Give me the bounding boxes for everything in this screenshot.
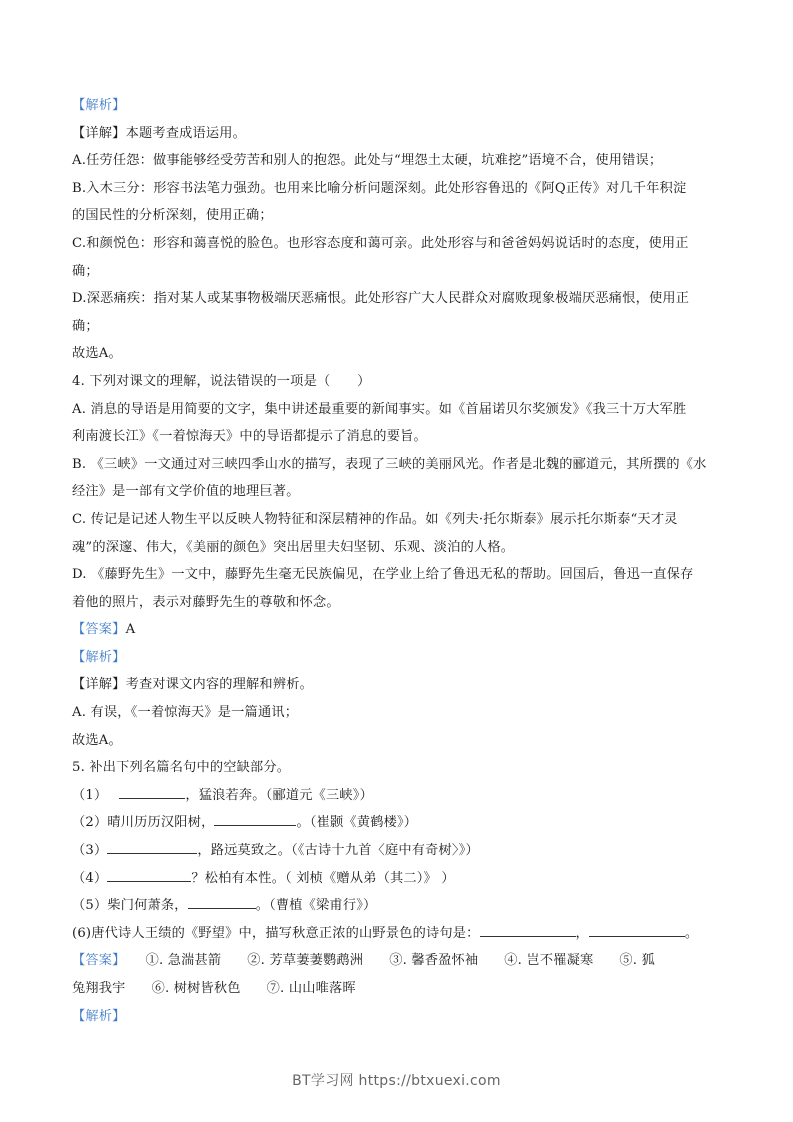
answer-item: ②. 芳草萋萋鹦鹉洲 — [247, 953, 364, 969]
analysis-tag: 【解析】 — [72, 649, 126, 665]
question-4-option: C. 传记是记述人物生平以反映人物特征和深层精神的作品。如《列夫·托尔斯泰》展示托尔斯泰“天才灵 — [72, 511, 678, 527]
item-after: 。（崔颢《黄鹤楼》） — [296, 815, 418, 831]
question-5-stem: 5. 补出下列名篇名句中的空缺部分。 — [72, 760, 291, 776]
analysis-line: A.任劳任怨：做事能够经受劳苦和别人的抱怨。此处与“埋怨土太硬，坑难挖”语境不合，使用错误； — [72, 153, 663, 169]
answer-item: ①. 急湍甚箭 — [145, 953, 222, 969]
item-number: （4） — [72, 870, 108, 886]
fill-blank[interactable] — [480, 922, 576, 937]
analysis-tag: 【解析】 — [72, 1008, 126, 1024]
question-5-item — [72, 809, 724, 837]
analysis-line: C.和颜悦色：形容和蔼喜悦的脸色。也形容态度和蔼可亲。此处形容与和爸爸妈妈说话时的态度，使用正 — [72, 235, 689, 251]
analysis-line: 确； — [72, 263, 99, 279]
item-number: （3） — [72, 843, 108, 859]
question-5-item — [72, 892, 724, 920]
analysis-line: D.深恶痛疾：指对某人或某事物极端厌恶痛恨。此处形容广大人民群众对腐败现象极端厌恶痛恨，使用正 — [72, 291, 690, 307]
item-before: 晴川历历汉阳树， — [107, 815, 215, 831]
analysis-line: 故选A。 — [72, 346, 122, 362]
question-5-item — [72, 920, 724, 948]
question-5-answer — [72, 947, 724, 975]
detail-tag: 【详解】 — [72, 125, 126, 141]
analysis-line: 的国民性的分析深刻，使用正确； — [72, 208, 273, 224]
item-before: 唐代诗人王绩的《野望》中，描写秋意正浓的山野景色的诗句是： — [91, 925, 480, 941]
fill-blank[interactable] — [119, 784, 185, 799]
answer-tag: 【答案】 — [72, 622, 126, 638]
answer-tag: 【答案】 — [72, 953, 126, 969]
item-number: （2） — [72, 815, 108, 831]
fill-blank[interactable] — [214, 811, 296, 826]
detail-line: 故选A。 — [72, 732, 122, 748]
item-after: 。（曹植《梁甫行》） — [255, 898, 377, 914]
fill-blank[interactable] — [589, 922, 685, 937]
item-after: 。 — [684, 925, 699, 941]
item-number: (6) — [72, 925, 92, 941]
answer-item: ④. 岂不罹凝寒 — [504, 953, 594, 969]
detail-text: 考查对课文内容的理解和辨析。 — [125, 677, 313, 693]
analysis-line: 确； — [72, 318, 99, 334]
item-before: 柴门何萧条， — [107, 898, 188, 914]
document-page — [72, 92, 724, 1030]
question-5-answer-cont — [72, 975, 724, 1003]
answer-item: ⑤. 狐 — [619, 953, 655, 969]
question-5-item — [72, 782, 724, 810]
detail-line — [72, 120, 724, 148]
question-4-option: 经注》是一部有文学价值的地理巨著。 — [72, 484, 300, 500]
analysis-line: B.入木三分：形容书法笔力强劲。也用来比喻分析问题深刻。此处形容鲁迅的《阿Q正传》对几千年积淀 — [72, 180, 687, 196]
detail-text: 本题考查成语运用。 — [125, 125, 247, 141]
question-5-item — [72, 865, 724, 893]
item-after: ？松柏有本性。（ 刘桢《赠从弟（其二）》 ） — [191, 870, 455, 886]
fill-blank[interactable] — [107, 867, 191, 882]
answer-item: ③. 馨香盈怀袖 — [389, 953, 479, 969]
question-4-option: 利南渡长江》《一着惊海天》中的导语都提示了消息的要旨。 — [72, 429, 427, 445]
fill-blank[interactable] — [107, 839, 197, 854]
question-5-item — [72, 837, 724, 865]
item-number: （1） — [72, 787, 108, 803]
item-number: （5） — [72, 898, 108, 914]
footer-watermark: BT学习网 https://btxuexi.com — [292, 1073, 501, 1089]
fill-blank[interactable] — [188, 894, 256, 909]
question-4-option: B. 《三峡》一文通过对三峡四季山水的描写，表现了三峡的美丽风光。作者是北魏的郦道元，其所撰的《水 — [72, 456, 707, 472]
question-4-option: A. 消息的导语是用简要的文字，集中讲述最重要的新闻事实。如《首届诺贝尔奖颁发》《我三十万大军胜 — [72, 401, 687, 417]
question-4-option: D. 《藤野先生》一文中，藤野先生毫无民族偏见，在学业上给了鲁迅无私的帮助。回国后，鲁迅一直保存 — [72, 567, 694, 583]
question-4-option: 魂”的深邃、伟大，《美丽的颜色》突出居里夫妇坚韧、乐观、淡泊的人格。 — [72, 539, 515, 555]
question-4-stem: 4. 下列对课文的理解，说法错误的一项是（ ） — [72, 373, 371, 389]
detail-line: A. 有误，《一着惊海天》是一篇通讯； — [72, 705, 299, 721]
answer-value: A — [125, 622, 136, 638]
item-middle: ， — [575, 925, 589, 941]
detail-tag: 【详解】 — [72, 677, 126, 693]
answer-item: 兔翔我宇 — [72, 981, 126, 996]
question-4-answer — [72, 616, 724, 644]
item-after: ，路远莫致之。（《古诗十九首〈庭中有奇树〉》） — [197, 843, 479, 859]
answer-item: ⑦. 山山唯落晖 — [266, 981, 356, 996]
analysis-tag: 【解析】 — [72, 98, 126, 113]
question-4-option: 着他的照片，表示对藤野先生的尊敬和怀念。 — [72, 594, 340, 610]
item-after: ，猛浪若奔。（郦道元《三峡》） — [185, 787, 373, 803]
answer-item: ⑥. 树树皆秋色 — [151, 981, 241, 996]
detail-line — [72, 671, 724, 699]
